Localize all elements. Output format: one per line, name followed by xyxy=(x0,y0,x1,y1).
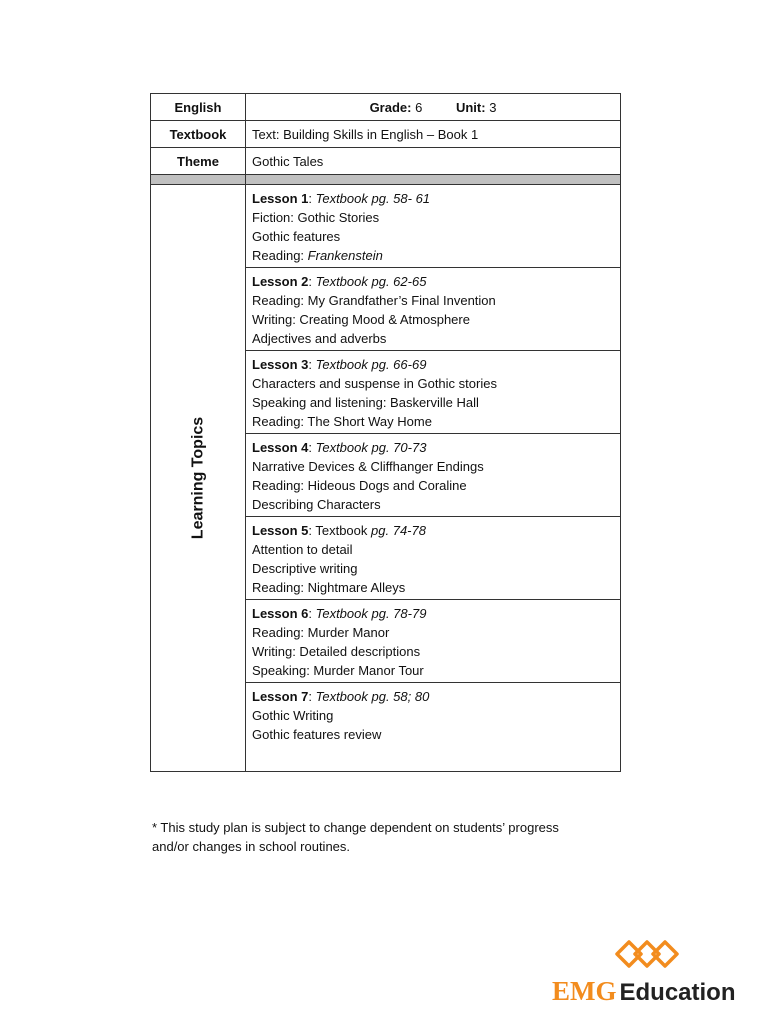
lesson-topic: Describing Characters xyxy=(252,497,381,512)
learning-topics-row xyxy=(151,185,621,772)
reading-label: Reading: xyxy=(252,248,305,263)
lesson-heading: Lesson 2: Textbook pg. 62-65 xyxy=(252,274,427,289)
separator-cell xyxy=(151,175,246,185)
lesson-block xyxy=(246,683,620,771)
lesson-reference-plain: Textbook xyxy=(315,523,368,538)
reading-title: Frankenstein xyxy=(307,248,383,263)
lesson-block xyxy=(246,268,620,351)
logo-wordmark xyxy=(552,976,736,1007)
textbook-value: Text: Building Skills in English – Book 1 xyxy=(246,121,621,148)
lesson-block xyxy=(246,185,620,268)
lesson-heading: Lesson 4: Textbook pg. 70-73 xyxy=(252,440,427,455)
lesson-topic: Attention to detail xyxy=(252,542,353,557)
lesson-heading: Lesson 6: Textbook pg. 78-79 xyxy=(252,606,427,621)
subject-label: English xyxy=(151,94,246,121)
lesson-topic: Reading: Murder Manor xyxy=(252,625,390,640)
lesson-reference: Textbook pg. 62-65 xyxy=(315,274,427,289)
disclaimer-note xyxy=(152,818,612,856)
learning-topics-label: Learning Topics xyxy=(189,416,207,540)
lesson-name: Lesson 7 xyxy=(252,689,309,704)
lesson-name: Lesson 3 xyxy=(252,357,309,372)
emg-education-logo xyxy=(552,936,752,1008)
grade-label: Grade: xyxy=(369,99,412,115)
lesson-block xyxy=(246,434,620,517)
lesson-block xyxy=(246,351,620,434)
lesson-reference: Textbook pg. 58- 61 xyxy=(315,191,431,206)
lesson-block xyxy=(246,517,620,600)
grade-unit-cell xyxy=(246,94,621,121)
note-line: * This study plan is subject to change dependent on students’ progress xyxy=(152,820,559,835)
lesson-name: Lesson 6 xyxy=(252,606,309,621)
study-plan-table xyxy=(150,93,621,772)
lesson-topic: Reading: Nightmare Alleys xyxy=(252,580,406,595)
lesson-topic: Gothic features xyxy=(252,229,341,244)
lesson-topic: Speaking: Murder Manor Tour xyxy=(252,663,424,678)
lesson-block xyxy=(246,600,620,683)
lesson-topic: Reading: The Short Way Home xyxy=(252,414,432,429)
lesson-heading: Lesson 3: Textbook pg. 66-69 xyxy=(252,357,427,372)
lesson-topic: Writing: Detailed descriptions xyxy=(252,644,421,659)
lesson-topic: Gothic features review xyxy=(252,727,382,742)
subject-row xyxy=(151,94,621,121)
lesson-heading: Lesson 7: Textbook pg. 58; 80 xyxy=(252,689,430,704)
lesson-reference: Textbook pg. 70-73 xyxy=(315,440,427,455)
textbook-label: Textbook xyxy=(151,121,246,148)
lesson-reference: Textbook pg. 78-79 xyxy=(315,606,427,621)
lesson-topic: Speaking and listening: Baskerville Hall xyxy=(252,395,479,410)
interlinked-chain-icon xyxy=(612,936,682,972)
lesson-reference: pg. 74-78 xyxy=(371,523,426,538)
textbook-row xyxy=(151,121,621,148)
lesson-topic: Adjectives and adverbs xyxy=(252,331,387,346)
lesson-name: Lesson 2 xyxy=(252,274,309,289)
lesson-name: Lesson 4 xyxy=(252,440,309,455)
lesson-topic: Narrative Devices & Cliffhanger Endings xyxy=(252,459,484,474)
lesson-topic: Reading: Hideous Dogs and Coraline xyxy=(252,478,467,493)
note-line: and/or changes in school routines. xyxy=(152,839,351,854)
learning-topics-cell xyxy=(151,185,246,772)
lesson-heading: Lesson 1: Textbook pg. 58- 61 xyxy=(252,191,431,206)
lesson-topic: Writing: Creating Mood & Atmosphere xyxy=(252,312,470,327)
lesson-name: Lesson 5 xyxy=(252,523,309,538)
theme-row xyxy=(151,148,621,175)
lesson-topic: Characters and suspense in Gothic stories xyxy=(252,376,497,391)
lessons-list xyxy=(246,185,620,771)
logo-emg-text: EMG xyxy=(552,976,617,1006)
lesson-topic: Reading: My Grandfather’s Final Invention xyxy=(252,293,496,308)
lesson-topic: Gothic Writing xyxy=(252,708,334,723)
lesson-reference: Textbook pg. 66-69 xyxy=(315,357,427,372)
lesson-topic: Fiction: Gothic Stories xyxy=(252,210,380,225)
grade-value: 6 xyxy=(415,99,423,115)
logo-education-text: Education xyxy=(619,979,736,1006)
theme-label: Theme xyxy=(151,148,246,175)
unit-label: Unit: xyxy=(455,99,486,115)
lesson-topic xyxy=(252,246,614,265)
unit-value: 3 xyxy=(489,99,497,115)
lesson-name: Lesson 1 xyxy=(252,191,309,206)
separator-cell xyxy=(246,175,621,185)
lesson-reference: Textbook pg. 58; 80 xyxy=(315,689,430,704)
lesson-topic: Descriptive writing xyxy=(252,561,358,576)
lesson-heading: Lesson 5: Textbook pg. 74-78 xyxy=(252,523,426,538)
theme-value: Gothic Tales xyxy=(246,148,621,175)
lessons-cell xyxy=(246,185,621,772)
separator-row xyxy=(151,175,621,185)
